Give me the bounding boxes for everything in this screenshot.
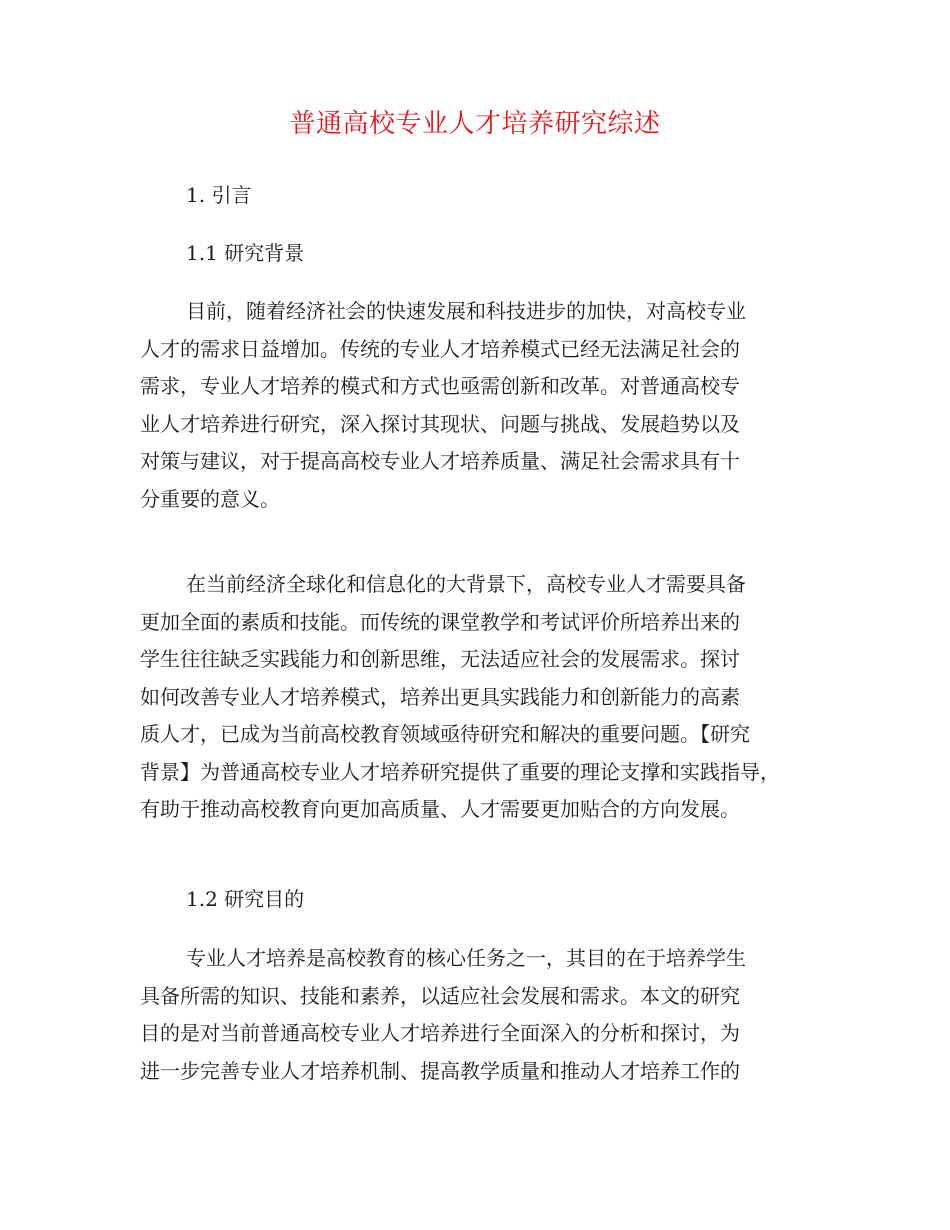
paragraph-line: 目的是对当前普通高校专业人才培养进行全面深入的分析和探讨，为 [140,1021,740,1045]
paragraph-line: 学生往往缺乏实践能力和创新思维，无法适应社会的发展需求。探讨 [140,647,740,671]
paragraph-line: 对策与建议，对于提高高校专业人才培养质量、满足社会需求具有十 [140,449,740,473]
paragraph-background-1 [140,293,820,518]
paragraph-purpose-1 [140,940,820,1090]
paragraph-line: 人才的需求日益增加。传统的专业人才培养模式已经无法满足社会的 [140,336,740,361]
paragraph-line: 目前，随着经济社会的快速发展和科技进步的加快，对高校专业 [186,299,746,323]
section-heading-research-background: 1.1 研究背景 [186,241,305,265]
paragraph-line: 业人才培养进行研究，深入探讨其现状、问题与挑战、发展趋势以及 [140,411,740,436]
paragraph-line: 专业人才培养是高校教育的核心任务之一，其目的在于培养学生 [186,946,746,970]
paragraph-line: 有助于推动高校教育向更加高质量、人才需要更加贴合的方向发展。 [140,797,740,821]
paragraph-line: 背景】为普通高校专业人才培养研究提供了重要的理论支撑和实践指导， [140,759,780,784]
section-heading-research-purpose: 1.2 研究目的 [186,887,305,911]
section-heading-introduction: 1. 引言 [186,183,252,207]
document-title: 普通高校专业人才培养研究综述 [289,109,661,139]
paragraph-background-2 [140,566,820,829]
paragraph-line: 更加全面的素质和技能。而传统的课堂教学和考试评价所培养出来的 [140,609,740,634]
paragraph-line: 如何改善专业人才培养模式，培养出更具实践能力和创新能力的高素 [140,684,740,709]
paragraph-line: 在当前经济全球化和信息化的大背景下，高校专业人才需要具备 [186,572,746,596]
paragraph-line: 需求，专业人才培养的模式和方式也亟需创新和改革。对普通高校专 [140,374,740,398]
paragraph-line: 具备所需的知识、技能和素养，以适应社会发展和需求。本文的研究 [140,983,740,1008]
paragraph-line: 质人才，已成为当前高校教育领域亟待研究和解决的重要问题。【研究 [140,722,750,746]
paragraph-line: 分重要的意义。 [140,486,280,511]
paragraph-line: 进一步完善专业人才培养机制、提高教学质量和推动人才培养工作的 [140,1058,740,1083]
